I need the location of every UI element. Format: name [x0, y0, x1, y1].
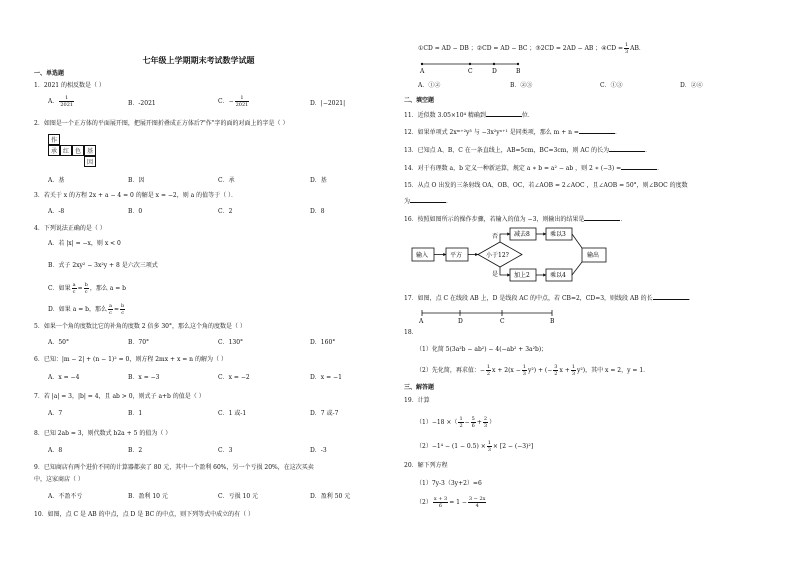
q19-part1: （1）−18 ×（ $\frac{1}{2}$ − $\frac{5}{6}$ + $\frac{2}{3}$ ）	[416, 416, 496, 429]
q10-segment-figure	[418, 60, 528, 76]
point-label: B	[550, 318, 555, 325]
q19-number: 19．计算	[404, 397, 430, 404]
q1-option-b: B．-2021	[128, 100, 156, 107]
q12: 12．如果单项式 2xᵐ⁺²y³ 与 −3x²yⁿ⁺¹ 是同类项，那么 m + n = ．	[404, 129, 621, 136]
q20-part2: （2） $\frac{x + 3}{6}$ = 1 − $\frac{3 - 2x}{4}$	[416, 496, 486, 509]
q4-stem: 4．下列说法正确的是（ ）	[34, 225, 106, 232]
q10-option-a: A．①②	[418, 82, 441, 89]
q18-part2: （2）先化简，再求值：− $\frac{1}{2}$ x + 2(x − $\frac{1}{3}$ y²) + (− $\frac{3}{2}$ x + $\frac{1}{3}$ y²)，其中 x = 2，y = 1．	[416, 364, 650, 377]
q9-stem-cont: 中，这家商店（ ）	[34, 476, 84, 483]
q6-option-b: B．x = −3	[128, 374, 160, 381]
q20-part1: （1）7y-3（3y+2）=6	[416, 480, 482, 487]
q6-stem: 6．已知：|m − 2| + (n − 1)² = 0，则方程 2mx + x = n 的解为（ ）	[34, 356, 227, 363]
q14: 14．对于有理数 a，b 定义一种新运算，规定 a ∗ b = a² − ab ，则 2 ∗ (−3) = ．	[404, 165, 664, 172]
cube-cell: 色	[72, 145, 84, 156]
q6-option-c: C．x = −2	[218, 374, 250, 381]
flow-multiply-4: 乘以4	[550, 272, 566, 279]
point-label: D	[458, 318, 463, 325]
flow-multiply-3: 乘以3	[550, 231, 566, 238]
section-fill-blank: 二、填空题	[404, 97, 435, 104]
q3-option-b: B．0	[128, 208, 143, 215]
point-label: A	[419, 318, 424, 325]
q6-option-a: A．x = −4	[48, 374, 80, 381]
q7-option-d: D．7 或-7	[310, 410, 339, 417]
q16-flowchart	[410, 226, 610, 284]
flow-add: 加上2	[514, 272, 530, 279]
q4-option-a: A．若 |x| = −x，则 x < 0	[48, 240, 121, 247]
q3-stem: 3．若关于 x 的方程 2x + a − 4 = 0 的解是 x = −2，则 a 的值等于（ ）．	[34, 192, 238, 199]
q9-option-d: D．盈利 50 元	[310, 493, 351, 500]
q2-option-d: D．基	[310, 177, 327, 184]
q9-option-b: B．盈利 10 元	[128, 493, 168, 500]
q1-stem: 1．2021 的相反数是（ ）	[34, 82, 105, 89]
q1-option-d: D．|−2021|	[310, 100, 346, 107]
cube-cell: 因	[84, 156, 96, 167]
q5-option-d: D．160°	[310, 339, 336, 346]
q4-option-c: C．如果 $\frac{a}{c}$ = $\frac{b}{c}$ ，那么 a = b	[48, 282, 126, 295]
q5-option-c: C．130°	[218, 339, 244, 346]
q10-option-b: B．②③	[510, 82, 533, 89]
q2-stem: 2．如图是一个正方体的平面展开图，把展开图折叠成正方体后?"作"字的面的对面上的字是（ ）	[34, 120, 289, 127]
q17: 17．如图，点 C 在线段 AB 上，D 是线段 AC 的中点，若 CB=2，CD=3，则线段 AB 的长 ．	[404, 295, 695, 302]
cube-cell: 基	[84, 145, 96, 156]
q7-option-c: C．1 或-1	[218, 410, 247, 417]
q8-option-d: D．-3	[310, 447, 327, 454]
cube-cell: 红	[60, 145, 72, 156]
q15: 15．从点 O 出发的三条射线 OA、OB、OC，若∠AOB = 2∠AOC ，且∠AOB = 50°，则∠BOC 的度数	[404, 182, 688, 189]
q19-part2: （2）−1⁴ − (1 − 0.5) × $\frac{1}{3}$ × [2 − (−3)²]	[416, 440, 534, 453]
q10-option-c: C．①③	[600, 82, 623, 89]
point-label: D	[492, 68, 497, 75]
flow-subtract: 减去8	[514, 231, 530, 238]
flow-output: 输出	[587, 252, 600, 259]
q1-option-c: C．− $\frac{1}{2021}$	[218, 95, 249, 108]
page-title: 七年级上学期期末考试数学试题	[142, 55, 255, 65]
flow-no: 否	[492, 233, 499, 240]
point-label: B	[516, 68, 521, 75]
cube-cell: 作	[48, 134, 60, 145]
q9-option-a: A．不盈不亏	[48, 493, 83, 500]
q16: 16．按照如图所示的操作步骤，若输入的值为 −3，则输出的结果是 ．	[404, 216, 627, 223]
q3-option-a: A．-8	[48, 208, 65, 215]
flow-square: 平方	[450, 252, 463, 259]
q8-option-c: C．3	[218, 447, 233, 454]
q17-segment-figure	[418, 308, 568, 324]
q2-option-a: A．基	[48, 177, 65, 184]
q4-option-b: B．式子 2xy² − 3x²y + 8 是六次三项式	[48, 262, 158, 269]
q2-option-c: C．承	[218, 177, 235, 184]
point-label: A	[420, 68, 425, 75]
q8-option-a: A．8	[48, 447, 63, 454]
q10-statements: ①CD = AD − DB ；②CD = AD − BC ；③2CD = 2AD − AB ；④CD = $\frac{1}{3}$ AB．	[418, 42, 645, 55]
q18-part1: （1）化简 5(3a²b − ab²) − 4(−ab² + 3a²b)；	[416, 346, 548, 353]
q7-option-b: B．1	[128, 410, 143, 417]
q7-stem: 7．若 |a| = 3，|b| = 4，且 ab > 0，则式子 a+b 的值是（ ）	[34, 393, 205, 400]
q5-option-b: B．70°	[128, 339, 150, 346]
q11: 11．近似数 3.05×10⁴ 精确到 位．	[404, 112, 534, 119]
q18-number: 18．	[404, 329, 418, 336]
q10-option-d: D．②④	[680, 82, 703, 89]
q9-option-c: C．亏损 10 元	[218, 493, 259, 500]
q3-option-c: C．2	[218, 208, 233, 215]
q5-option-a: A．50°	[48, 339, 69, 346]
q15-cont: 为 ．	[404, 198, 453, 205]
q8-option-b: B．2	[128, 447, 143, 454]
q8-stem: 8．已知 2ab = 3，则代数式 b2a + 5 的值为（ ）	[34, 430, 172, 437]
section-solve: 三、解答题	[404, 384, 435, 391]
q13: 13．已知点 A、B、C 在一条直线上，AB=5cm，BC=3cm，则 AC 的长为 ．	[404, 147, 652, 154]
flow-yes: 是	[492, 271, 499, 278]
q3-option-d: D．8	[310, 208, 325, 215]
flow-input: 输入	[416, 252, 429, 259]
q1-option-a: A． $\frac{1}{2021}$	[48, 95, 74, 108]
q2-option-b: B．因	[128, 177, 145, 184]
q10-stem: 10．如图，点 C 是 AB 的中点，点 D 是 BC 的中点，则下列等式中成立的有（ ）	[34, 511, 255, 518]
q5-stem: 5．如果一个角的度数比它的补角的度数 2 倍多 30°，那么这个角的度数是（ ）	[34, 323, 246, 330]
point-label: C	[468, 68, 473, 75]
point-label: C	[500, 318, 505, 325]
q4-option-d: D．如果 a = b，那么 $\frac{a}{c}$ = $\frac{b}{c}$	[48, 303, 125, 316]
q6-option-d: D．x = −1	[310, 374, 342, 381]
q20-number: 20．解下列方程	[404, 462, 448, 469]
section-single-choice: 一、单选题	[34, 70, 65, 77]
flow-condition: 小于12?	[486, 252, 509, 259]
cube-cell: 承	[48, 145, 60, 156]
q9-stem: 9．已知商店有两个进价不同的计算器都卖了 80 元，其中一个盈利 60%，另一个亏损 20%，在这次买卖	[34, 464, 314, 471]
q7-option-a: A．7	[48, 410, 63, 417]
